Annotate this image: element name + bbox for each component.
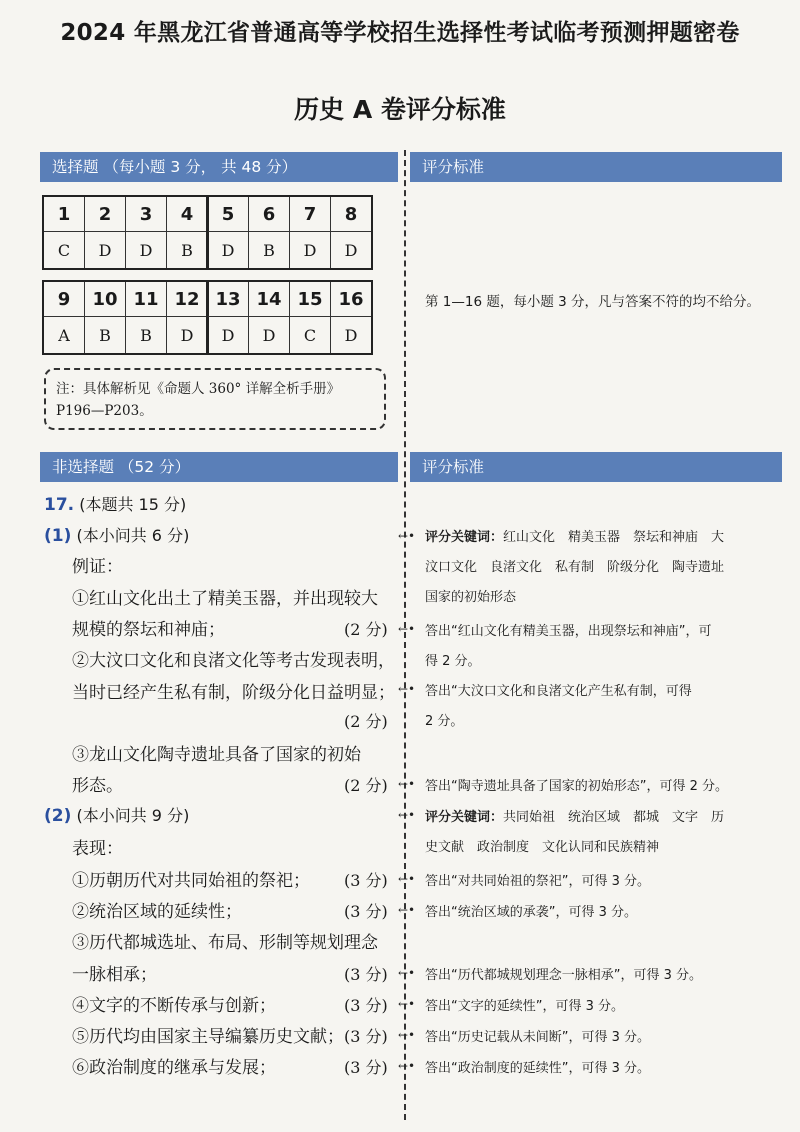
p2-d: ④文字的不断传承与创新； bbox=[72, 996, 276, 1016]
p1-c-points: (2 分) bbox=[344, 776, 388, 795]
answer-grid-1-4 bbox=[42, 195, 209, 270]
kw2-text: 共同始祖 统治区域 都城 文字 历 bbox=[503, 810, 725, 825]
question-number: 14 bbox=[249, 281, 290, 317]
answer-letter: D bbox=[85, 232, 126, 270]
question-number: 9 bbox=[43, 281, 85, 317]
q17-part1-total: (本小问共 6 分) bbox=[76, 526, 190, 545]
question-number: 1 bbox=[43, 196, 85, 232]
p2-f-points: (3 分) bbox=[344, 1058, 388, 1077]
choice-standard-bar: 评分标准 bbox=[410, 152, 782, 182]
kw1-line2: 汶口文化 良渚文化 私有制 阶级分化 陶寺遗址 bbox=[425, 560, 725, 575]
p1-c-line1: ③龙山文化陶寺遗址具备了国家的初始 bbox=[72, 745, 361, 765]
arrow-icon: ←• bbox=[398, 966, 416, 980]
s2d: 答出“文字的延续性”，可得 3 分。 bbox=[425, 999, 625, 1014]
p2-b-points: (3 分) bbox=[344, 902, 388, 921]
question-number: 7 bbox=[290, 196, 331, 232]
p1-a-points: (2 分) bbox=[344, 620, 388, 639]
p2-intro: 表现： bbox=[72, 839, 123, 859]
note-line-2: P196—P203。 bbox=[56, 403, 153, 419]
p2-e-points: (3 分) bbox=[344, 1027, 388, 1046]
question-number: 15 bbox=[290, 281, 331, 317]
answer-letter: C bbox=[290, 317, 331, 355]
p2-c-line2: 一脉相承； bbox=[72, 965, 157, 985]
answer-grid-5-8 bbox=[206, 195, 373, 270]
s2e: 答出“历史记载从未间断”，可得 3 分。 bbox=[425, 1030, 651, 1045]
question-number: 12 bbox=[167, 281, 209, 317]
arrow-icon: ←• bbox=[398, 1028, 416, 1042]
answer-letter: D bbox=[290, 232, 331, 270]
note-line-1: 注：具体解析见《命题人 360° 详解全析手册》 bbox=[56, 381, 341, 397]
arrow-icon: ←• bbox=[398, 1059, 416, 1073]
arrow-icon: ←• bbox=[398, 808, 416, 822]
answer-letter: C bbox=[43, 232, 85, 270]
choice-section-bar: 选择题 （每小题 3 分， 共 48 分） bbox=[40, 152, 398, 182]
p1-b-points: (2 分) bbox=[344, 712, 388, 731]
q17-total: (本题共 15 分) bbox=[79, 495, 187, 514]
p2-c-line1: ③历代都城选址、布局、形制等规划理念 bbox=[72, 933, 378, 953]
s1a-line2: 得 2 分。 bbox=[425, 654, 481, 669]
note-box bbox=[44, 368, 386, 430]
q17-number: 17. bbox=[44, 495, 75, 515]
q17-part1-number: (1) bbox=[44, 526, 72, 546]
answer-letter: A bbox=[43, 317, 85, 355]
p1-a-line2: 规模的祭坛和神庙； bbox=[72, 620, 225, 640]
p2-e: ⑤历代均由国家主导编纂历史文献； bbox=[72, 1027, 344, 1047]
question-number: 6 bbox=[249, 196, 290, 232]
s2f: 答出“政治制度的延续性”，可得 3 分。 bbox=[425, 1061, 651, 1076]
s2c: 答出“历代都城规划理念一脉相承”，可得 3 分。 bbox=[425, 968, 703, 983]
question-number: 11 bbox=[126, 281, 167, 317]
answer-letter: B bbox=[85, 317, 126, 355]
kw1-line3: 国家的初始形态 bbox=[425, 590, 517, 605]
q17-part1-header bbox=[44, 523, 189, 546]
nonchoice-standard-bar: 评分标准 bbox=[410, 452, 782, 482]
choice-scoring-rule: 第 1—16 题，每小题 3 分，凡与答案不符的均不给分。 bbox=[425, 294, 761, 310]
s2a: 答出“对共同始祖的祭祀”，可得 3 分。 bbox=[425, 874, 651, 889]
question-number: 16 bbox=[331, 281, 373, 317]
s1a-line1: 答出“红山文化有精美玉器，出现祭坛和神庙”，可 bbox=[425, 624, 712, 639]
p1-a-line1: ①红山文化出土了精美玉器，并出现较大 bbox=[72, 589, 378, 609]
q17-part2-number: (2) bbox=[44, 806, 72, 826]
nonchoice-section-bar: 非选择题 （52 分） bbox=[40, 452, 398, 482]
s1c: 答出“陶寺遗址具备了国家的初始形态”，可得 2 分。 bbox=[425, 779, 729, 794]
kw2-label: 评分关键词： bbox=[425, 810, 504, 825]
answer-letter: D bbox=[331, 317, 373, 355]
answer-letter: D bbox=[126, 232, 167, 270]
q17-part2-header bbox=[44, 803, 189, 826]
q17-part2-total: (本小问共 9 分) bbox=[76, 806, 190, 825]
p1-b-line2: 当时已经产生私有制，阶级分化日益明显； bbox=[72, 683, 395, 703]
kw2-line1 bbox=[425, 806, 724, 825]
question-number: 5 bbox=[207, 196, 249, 232]
p1-intro: 例证： bbox=[72, 557, 123, 577]
kw1-label: 评分关键词： bbox=[425, 530, 504, 545]
question-number: 2 bbox=[85, 196, 126, 232]
answer-letter: B bbox=[126, 317, 167, 355]
arrow-icon: ←• bbox=[398, 872, 416, 886]
p2-b: ②统治区域的延续性； bbox=[72, 902, 242, 922]
arrow-icon: ←• bbox=[398, 997, 416, 1011]
document-subtitle: 历史 A 卷评分标准 bbox=[294, 95, 506, 124]
q17-header bbox=[44, 492, 186, 515]
answer-letter: B bbox=[167, 232, 209, 270]
question-number: 13 bbox=[207, 281, 249, 317]
p2-f: ⑥政治制度的继承与发展； bbox=[72, 1058, 276, 1078]
answer-letter: D bbox=[167, 317, 209, 355]
answer-letter: D bbox=[207, 317, 249, 355]
p1-c-line2: 形态。 bbox=[72, 776, 123, 796]
answer-letter: D bbox=[207, 232, 249, 270]
arrow-icon: ←• bbox=[398, 682, 416, 696]
kw1-line1 bbox=[425, 526, 724, 545]
p2-d-points: (3 分) bbox=[344, 996, 388, 1015]
p2-a-points: (3 分) bbox=[344, 871, 388, 890]
question-number: 10 bbox=[85, 281, 126, 317]
p1-b-line1: ②大汶口文化和良渚文化等考古发现表明， bbox=[72, 651, 395, 671]
kw2-line2: 史文献 政治制度 文化认同和民族精神 bbox=[425, 840, 660, 855]
answer-grid-13-16 bbox=[206, 280, 373, 355]
kw1-text: 红山文化 精美玉器 祭坛和神庙 大 bbox=[503, 530, 725, 545]
p2-c-points: (3 分) bbox=[344, 965, 388, 984]
answer-letter: D bbox=[249, 317, 290, 355]
answer-letter: B bbox=[249, 232, 290, 270]
arrow-icon: ←• bbox=[398, 903, 416, 917]
document-title: 2024 年黑龙江省普通高等学校招生选择性考试临考预测押题密卷 bbox=[60, 20, 740, 46]
arrow-icon: ←• bbox=[398, 777, 416, 791]
question-number: 8 bbox=[331, 196, 373, 232]
s1b-line1: 答出“大汶口文化和良渚文化产生私有制，可得 bbox=[425, 684, 692, 699]
arrow-icon: ←• bbox=[398, 622, 416, 636]
s1b-line2: 2 分。 bbox=[425, 714, 464, 729]
s2b: 答出“统治区域的承袭”，可得 3 分。 bbox=[425, 905, 638, 920]
question-number: 4 bbox=[167, 196, 209, 232]
answer-grid-9-12 bbox=[42, 280, 209, 355]
p2-a: ①历朝历代对共同始祖的祭祀； bbox=[72, 871, 310, 891]
question-number: 3 bbox=[126, 196, 167, 232]
answer-letter: D bbox=[331, 232, 373, 270]
arrow-icon: ←• bbox=[398, 529, 416, 543]
